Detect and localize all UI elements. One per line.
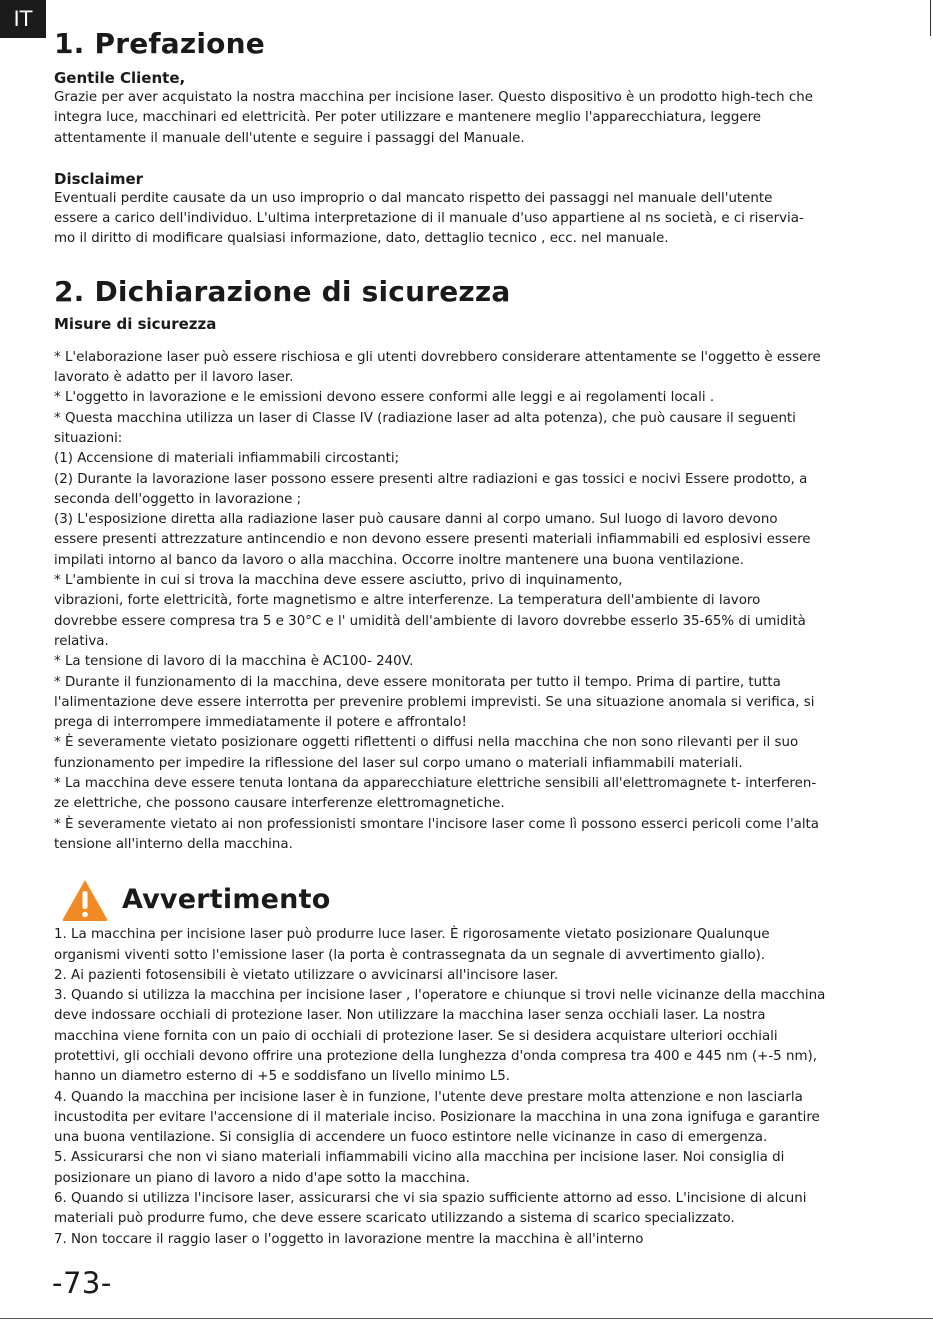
page-number: -73-	[52, 1266, 112, 1300]
preface-title: 1. Prefazione	[54, 27, 265, 60]
warning-triangle-icon	[60, 877, 110, 923]
footer-divider	[0, 1318, 933, 1319]
language-tab: IT	[0, 0, 46, 38]
safety-body: * L'elaborazione laser può essere rischiosa e gli utenti dovrebbero considerare attentamente se l'oggetto è essere lavorato è adatto per il lavoro laser. * L'oggetto in lavorazione e le emissioni devono essere conformi alle leggi e ai regolamenti locali . * Questa macchina utilizza un laser di Classe IV (radiazione laser ad alta potenza), che può causare il seguenti situazioni: (1) Accensione di materiali infiammabili circostanti; (2) Durante la lavorazione laser possono essere presenti altre radiazioni e gas tossici e nocivi Essere prodotto, a seconda dell'oggetto in lavorazione ; (3) L'esposizione diretta alla radiazione laser può causare danni al corpo umano. Sul luogo di lavoro devono essere presenti attrezzature antincendio e non devono essere presenti materiali infiammabili ed esplosivi essere impilati intorno al banco da lavoro o alla macchina. Occorre inoltre mantenere una buona ventilazione. * L'ambiente in cui si trova la macchina deve essere asciutto, privo di inquinamento, vibrazioni, forte elettricità, forte magnetismo e altre interferenze. La temperatura dell'ambiente di lavoro dovrebbe essere compresa tra 5 e 30°C e l' umidità dell'ambiente di lavoro dovrebbe esserlo 35-65% di umidità relativa. * La tensione di lavoro di la macchina è AC100- 240V. * Durante il funzionamento di la macchina, deve essere monitorata per tutto il tempo. Prima di partire, tutta l'alimentazione deve essere interrotta per prevenire problemi imprevisti. Se una situazione anomala si verifica, si prega di interrompere immediatamente il potere e affrontalo! * È severamente vietato posizionare oggetti riflettenti o diffusi nella macchina che non sono rilevanti per il suo funzionamento per impedire la riflessione del laser sul corpo umano o materiali infiammabili materiali. * La macchina deve essere tenuta lontana da apparecchiature elettriche sensibili all'elettromagnete t- interferen- ze elettriche, che possono causare interferenze elettromagnetiche. * È severamente vietato ai non professionisti smontare l'incisore laser come lì possono esserci pericoli come l'alta tensione all'interno della macchina.	[54, 349, 821, 852]
greeting: Gentile Cliente,	[54, 69, 186, 87]
warning-heading	[60, 877, 899, 923]
page-content	[54, 24, 899, 1250]
preface-body: Grazie per aver acquistato la nostra macchina per incisione laser. Questo dispositivo è un prodotto high-tech che integra luce, macchinari ed elettricità. Per poter utilizzare e mantenere meglio l'apparecchiatura, leggere attentamente il manuale dell'utente e seguire i passaggi del Manuale.	[54, 90, 813, 146]
warning-body: 1. La macchina per incisione laser può produrre luce laser. È rigorosamente vietato posizionare Qualunque organismi viventi sotto l'emissione laser (la porta è contrassegnata da un segnale di avvertimento giallo). 2. Ai pazienti fotosensibili è vietato utilizzare o avvicinarsi all'incisore laser. 3. Quando si utilizza la macchina per incisione laser , l'operatore e chiunque si trovi nelle vicinanze della macchina deve indossare occhiali di protezione laser. Non utilizzare la macchina laser senza occhiali laser. La nostra macchina viene fornita con un paio di occhiali di protezione laser. Se si desidera acquistare ulteriori occhiali protettivi, gli occhiali devono offrire una protezione della lunghezza d'onda compresa tra 400 e 445 nm (+-5 nm), hanno un diametro esterno di +5 e soddisfano un livello minimo L5. 4. Quando la macchina per incisione laser è in funzione, l'utente deve prestare molta attenzione e non lasciarla incustodita per evitare l'accensione di il materiale inciso. Posizionare la macchina in una zona ignifuga e garantire una buona ventilazione. Si consiglia di accendere un fuoco estintore nelle vicinanze in caso di emergenza. 5. Assicurarsi che non vi siano materiali infiammabili vicino alla macchina per incisione laser. Noi consiglia di posizionare un piano di lavoro a nido d'ape sotto la macchina. 6. Quando si utilizza l'incisore laser, assicurarsi che vi sia spazio sufficiente attorno ad esso. L'incisione di alcuni materiali può produrre fumo, che deve essere scaricato utilizzando a sistema di scarico specializzato. 7. Non toccare il raggio laser o l'oggetto in lavorazione mentre la macchina è all'interno	[54, 927, 826, 1247]
disclaimer-title: Disclaimer	[54, 169, 144, 188]
safety-title: 2. Dichiarazione di sicurezza	[54, 274, 511, 308]
disclaimer-body: Eventuali perdite causate da un uso improprio o dal mancato rispetto dei passaggi nel manuale dell'utente essere a carico dell'individuo. L'ultima interpretazione di il manuale d'uso appartiene al ns società, e ci riservia- mo il diritto di modificare qualsiasi informazione, dato, dettaglio tecnico , ecc. nel manuale.	[54, 190, 804, 247]
crop-mark	[930, 0, 931, 36]
warning-title: Avvertimento	[122, 884, 331, 916]
safety-subtitle: Misure di sicurezza	[54, 314, 217, 333]
